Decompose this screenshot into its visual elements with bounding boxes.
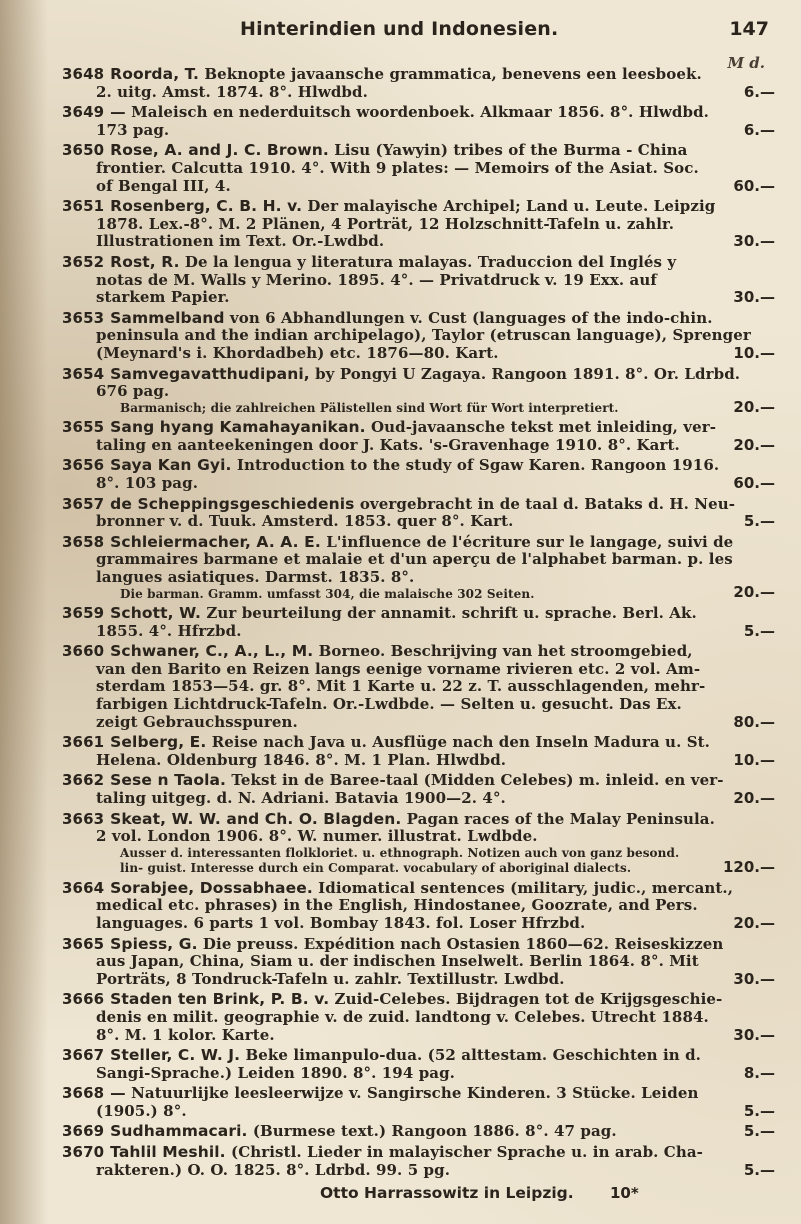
entry-price: 5.—: [743, 621, 775, 640]
entry-number: 3660: [62, 642, 105, 661]
entry-line: [62, 158, 699, 178]
catalog-entry: [62, 104, 781, 139]
entry-line: [62, 1123, 685, 1141]
entry-text: Beknopte javaansche grammatica, benevens een leesboek.: [204, 65, 702, 83]
entry-text: 1855. 4°. Hfrzbd.: [96, 621, 242, 640]
entry-text: (Christl. Lieder in malayischer Sprache u. in arab. Cha-: [231, 1143, 703, 1162]
entry-line: [62, 345, 685, 363]
catalog-entry: [62, 734, 781, 769]
entry-text: Illustrationen im Text. Or.-Lwdbd.: [96, 232, 385, 251]
entry-text: notas de M. Walls y Merino. 1895. 4°. — Privatdruck v. 19 Exx. auf: [96, 270, 657, 289]
entry-note: Die barman. Gramm. umfasst 304, die malaische 302 Seiten.: [120, 586, 535, 601]
entry-text: Borneo. Beschrijving van het stroomgebied,: [318, 642, 693, 661]
entry-line: [62, 790, 685, 808]
entry-line: [62, 364, 741, 384]
entry-price: 60.—: [733, 473, 775, 492]
entry-line: [62, 990, 723, 1009]
entry-price: 8.—: [743, 1063, 775, 1082]
entry-price: 20.—: [733, 397, 775, 416]
entry-line: [62, 1065, 685, 1083]
entry-price: 5.—: [743, 1122, 775, 1141]
entry-number: 3663: [62, 809, 105, 828]
entry-text: Porträts, 8 Tondruck-Tafeln u. zahlr. Textillustr. Lwdbd.: [96, 969, 565, 988]
entry-text: 676 pag.: [96, 382, 170, 401]
entry-line: [62, 623, 685, 641]
entry-text: 2. uitg. Amst. 1874. 8°. Hlwdbd.: [96, 82, 368, 101]
entry-text: (Meynard's i. Khordadbeh) etc. 1876—80. Kart.: [96, 343, 499, 362]
catalog-entry: [62, 643, 781, 731]
entry-text: van den Barito en Reizen langs eenige vorname rivieren etc. 2 vol. Am-: [96, 659, 701, 678]
entry-price: 10.—: [733, 750, 775, 769]
entry-author: Samvegavatthudipani,: [110, 364, 310, 383]
entry-number: 3652: [62, 252, 105, 271]
entry-author: Rosenberg, C. B. H. v.: [110, 197, 303, 216]
entry-price: 6.—: [743, 120, 775, 139]
entry-line: [62, 878, 734, 898]
entry-text: bronner v. d. Tuuk. Amsterd. 1853. quer 8°. Kart.: [96, 512, 514, 531]
entry-number: 3653: [62, 308, 105, 327]
page-footer: [0, 1184, 801, 1208]
entry-text: zeigt Gebrauchsspuren.: [96, 712, 298, 731]
entry-number: 3665: [62, 934, 105, 953]
entry-note: Ausser d. interessanten flolkloriet. u. ethnograph. Notizen auch von ganz besond. lin- guist. Interesse durch ein Comparat. vocabulary of aboriginal dialects.: [120, 845, 680, 876]
entry-text: languages. 6 parts 1 vol. Bombay 1843. fol. Loser Hfrzbd.: [96, 913, 586, 932]
entry-line: [62, 1007, 709, 1027]
catalog-entry: [62, 310, 781, 363]
entry-author: Sammelband: [110, 308, 225, 327]
catalog-entry: [62, 1123, 781, 1141]
entry-text: Idiomatical sentences (military, judic., mercant.,: [318, 878, 734, 897]
entry-text: Helena. Oldenburg 1846. 8°. M. 1 Plan. Hlwdbd.: [96, 750, 507, 769]
entry-text: Zur beurteilung der annamit. schrift u. sprache. Berl. Ak.: [206, 604, 697, 623]
entry-text: overgebracht in de taal d. Bataks d. H. Neu-: [359, 494, 736, 513]
entry-text: Der malayische Archipel; Land u. Leute. Leipzig: [307, 197, 716, 216]
entry-text: Maleisch en nederduitsch woordenboek. Alkmaar 1856. 8°. Hlwdbd.: [131, 103, 709, 122]
entry-number: 3664: [62, 878, 105, 897]
catalog-entry: [62, 366, 781, 417]
catalog-entry: [62, 142, 781, 195]
entry-author: Schleiermacher, A. A. E.: [110, 532, 321, 551]
entry-text: Introduction to the study of Sgaw Karen. Rangoon 1916.: [236, 456, 720, 475]
entry-author: Rost, R.: [110, 252, 180, 271]
entry-price: 20.—: [733, 583, 775, 602]
entry-line: [62, 1027, 685, 1045]
handwritten-note: M d.: [727, 54, 765, 72]
entry-line: [62, 178, 685, 196]
entry-line: [62, 475, 685, 493]
entry-line: [62, 418, 717, 437]
catalog-entry: [62, 198, 781, 251]
entry-number: 3662: [62, 771, 105, 790]
entry-author: Skeat, W. W. and Ch. O. Blagden.: [110, 809, 402, 828]
page-binding-shadow: [0, 0, 48, 1224]
entry-line: [62, 326, 751, 345]
entry-text: grammaires barmane et malaie et d'un aperçu de l'alphabet barman. p. les: [96, 550, 733, 569]
entry-line: [62, 308, 713, 328]
entry-line: [62, 677, 706, 696]
entry-text: frontier. Calcutta 1910. 4°. With 9 plates: — Memoirs of the Asiat. Soc.: [96, 158, 699, 177]
entry-price: 30.—: [733, 288, 775, 307]
entry-line: [62, 1143, 703, 1162]
entry-text: sterdam 1853—54. gr. 8°. Mit 1 Karte u. 22 z. T. ausschlagenden, mehr-: [96, 677, 706, 696]
catalog-entry: [62, 419, 781, 454]
entry-text: De la lengua y literatura malayas. Traduccion del Inglés y: [184, 252, 677, 271]
entry-text: (Burmese text.) Rangoon 1886. 8°. 47 pag.: [252, 1122, 617, 1141]
entry-number: 3648: [62, 65, 105, 83]
entry-text: of Bengal III, 4.: [96, 176, 231, 195]
entry-line: [62, 532, 734, 552]
page-header: [0, 16, 801, 72]
catalog-entries: [62, 66, 781, 1182]
entry-author: Staden ten Brink, P. B. v.: [110, 990, 330, 1009]
entry-author: Sorabjee, Dossabhaee.: [110, 878, 313, 897]
entry-number: 3656: [62, 456, 105, 475]
entry-author: Sudhammacari.: [110, 1122, 248, 1141]
entry-number: 3658: [62, 532, 105, 551]
entry-number: 3657: [62, 494, 105, 513]
entry-author: —: [110, 1084, 126, 1103]
entry-author: de Scheppingsgeschiedenis: [110, 494, 355, 513]
entry-line: [62, 828, 685, 846]
entry-text: rakteren.) O. O. 1825. 8°. Ldrbd. 99. 5 pg.: [96, 1160, 451, 1179]
entry-number: 3667: [62, 1046, 105, 1065]
entry-number: 3649: [62, 103, 105, 122]
entry-line: [62, 714, 685, 732]
entry-line: [62, 696, 685, 714]
entry-line: [62, 659, 701, 679]
entry-line: [62, 604, 697, 623]
entry-text: L'influence de l'écriture sur le langage, suivi de: [326, 532, 734, 551]
entry-price: 6.—: [743, 82, 775, 101]
entry-line: [62, 122, 685, 140]
entry-author: —: [110, 103, 126, 122]
entry-text: by Pongyi U Zagaya. Rangoon 1891. 8°. Or. Ldrbd.: [315, 364, 741, 383]
entry-number: 3661: [62, 733, 105, 752]
entry-line: [62, 216, 685, 234]
catalog-entry: [62, 936, 781, 989]
entry-line: [62, 456, 720, 475]
entry-line: [62, 1046, 701, 1065]
entry-text: medical etc. phrases) in the English, Hindostanee, Goozrate, and Pers.: [96, 896, 698, 915]
entry-number: 3654: [62, 364, 105, 383]
entry-number: 3650: [62, 141, 105, 160]
entry-text: Reise nach Java u. Ausflüge nach den Inseln Madura u. St.: [211, 733, 710, 752]
entry-text: 2 vol. London 1906. 8°. W. numer. illustrat. Lwdbde.: [96, 827, 538, 846]
entry-price: 5.—: [743, 512, 775, 531]
entry-line: [62, 494, 736, 514]
entry-line: [62, 1084, 699, 1103]
catalog-entry: [62, 496, 781, 531]
entry-text: Natuurlijke leesleerwijze v. Sangirsche Kinderen. 3 Stücke. Leiden: [131, 1084, 699, 1103]
entry-price: 10.—: [733, 343, 775, 362]
entry-line: [62, 197, 716, 216]
entry-price: 30.—: [733, 969, 775, 988]
entry-line: [62, 896, 698, 915]
entry-author: Spiess, G.: [110, 934, 198, 953]
entry-author: Rose, A. and J. C. Brown.: [110, 141, 329, 160]
catalog-entry: [62, 66, 781, 101]
entry-line: [62, 569, 685, 587]
entry-price: 20.—: [733, 435, 775, 454]
entry-line: [62, 752, 685, 770]
entry-author: Selberg, E.: [110, 733, 207, 752]
entry-price: 30.—: [733, 1025, 775, 1044]
running-title: Hinterindien und Indonesien.: [240, 18, 559, 40]
entry-price: 80.—: [733, 712, 775, 731]
entry-text: Oud-javaansche tekst met inleiding, ver-: [370, 418, 717, 437]
entry-line: [62, 809, 715, 829]
entry-line: [62, 915, 685, 933]
entry-text: 1878. Lex.-8°. M. 2 Plänen, 4 Porträt, 12 Holzschnitt-Tafeln u. zahlr.: [96, 214, 675, 233]
entry-line: [62, 550, 733, 569]
entry-line: [62, 971, 685, 989]
entry-line: [62, 383, 685, 401]
page-number: 147: [729, 18, 769, 40]
entry-line: [62, 1103, 685, 1121]
entry-text: aus Japan, China, Siam u. der indischen Inselwelt. Berlin 1864. 8°. Mit: [96, 952, 699, 971]
catalog-entry: [62, 457, 781, 492]
entry-number: 3669: [62, 1122, 105, 1141]
entry-number: 3668: [62, 1084, 105, 1103]
entry-price: 20.—: [733, 788, 775, 807]
entry-text: Pagan races of the Malay Peninsula.: [406, 809, 715, 828]
entry-line: [62, 1162, 685, 1180]
entry-text: Lisu (Yawyin) tribes of the Burma - China: [334, 141, 688, 160]
entry-line: [62, 65, 702, 84]
entry-text: Beke limanpulo-dua. (52 alttestam. Geschichten in d.: [245, 1046, 701, 1065]
entry-price: 30.—: [733, 232, 775, 251]
entry-text: Die preuss. Expédition nach Ostasien 1860—62. Reiseskizzen: [202, 934, 724, 953]
entry-line: [62, 272, 685, 290]
entry-line: [62, 254, 685, 272]
entry-line: [62, 289, 685, 307]
entry-text: starkem Papier.: [96, 288, 230, 307]
entry-author: Roorda, T.: [110, 65, 199, 83]
entry-text: taling uitgeg. d. N. Adriani. Batavia 1900—2. 4°.: [96, 788, 506, 807]
entry-line: [62, 934, 724, 954]
entry-author: Steller, C. W. J.: [110, 1046, 241, 1065]
publisher-imprint: Otto Harrassowitz in Leipzig.: [320, 1184, 574, 1202]
entry-author: Saya Kan Gyi.: [110, 456, 232, 475]
entry-number: 3670: [62, 1143, 105, 1162]
entry-text: Tekst in de Baree-taal (Midden Celebes) m. inleid. en ver-: [231, 771, 724, 790]
entry-text: Zuid-Celebes. Bijdragen tot de Krijgsgeschie-: [334, 990, 723, 1009]
entry-line: [62, 84, 685, 102]
catalog-entry: [62, 991, 781, 1044]
entry-line: [62, 437, 685, 455]
entry-price: 120.—: [722, 858, 775, 877]
entry-line: [62, 733, 710, 752]
entry-price: 5.—: [743, 1101, 775, 1120]
entry-number: 3659: [62, 604, 105, 623]
entry-number: 3655: [62, 418, 105, 437]
entry-price: 5.—: [743, 1160, 775, 1179]
catalog-entry: [62, 880, 781, 933]
entry-text: taling en aanteekeningen door J. Kats. 's-Gravenhage 1910. 8°. Kart.: [96, 435, 680, 454]
entry-line: [62, 642, 693, 661]
entry-text: 8°. 103 pag.: [96, 473, 199, 492]
printer-signature: 10*: [610, 1184, 639, 1202]
catalog-entry: [62, 1085, 781, 1120]
entry-text: 173 pag.: [96, 120, 170, 139]
entry-note: Barmanisch; die zahlreichen Pälistellen sind Wort für Wort interpretiert.: [120, 400, 619, 415]
entry-author: Schwaner, C., A., L., M.: [110, 642, 314, 661]
entry-author: Schott, W.: [110, 604, 202, 623]
entry-text: (1905.) 8°.: [96, 1101, 187, 1120]
entry-price: 60.—: [733, 176, 775, 195]
entry-price: 20.—: [733, 913, 775, 932]
entry-text: Sangi-Sprache.) Leiden 1890. 8°. 194 pag.: [96, 1063, 456, 1082]
entry-author: Sang hyang Kamahayanikan.: [110, 418, 366, 437]
entry-text: peninsula and the indian archipelago), Taylor (etruscan language), Sprenger: [96, 326, 751, 345]
catalog-entry: [62, 605, 781, 640]
entry-line: [62, 141, 688, 160]
entry-text: denis en milit. geographie v. de zuid. landtong v. Celebes. Utrecht 1884.: [96, 1007, 709, 1026]
catalog-entry: [62, 254, 781, 307]
entry-line: [62, 771, 724, 790]
catalog-entry: [62, 811, 781, 877]
catalog-entry: [62, 772, 781, 807]
entry-text: langues asiatiques. Darmst. 1835. 8°.: [96, 567, 415, 586]
catalog-entry: [62, 1047, 781, 1082]
entry-line: [62, 952, 699, 971]
entry-line: [62, 513, 685, 531]
entry-text: 8°. M. 1 kolor. Karte.: [96, 1025, 275, 1044]
entry-author: Tahlil Meshil.: [110, 1143, 226, 1162]
entry-text: farbigen Lichtdruck-Tafeln. Or.-Lwdbde. — Selten u. gesucht. Das Ex.: [96, 695, 682, 713]
catalog-entry: [62, 1144, 781, 1179]
entry-number: 3666: [62, 990, 105, 1009]
entry-author: Sese n Taola.: [110, 771, 227, 790]
entry-line: [62, 233, 685, 251]
entry-text: von 6 Abhandlungen v. Cust (languages of the indo-chin.: [229, 308, 713, 327]
entry-line: [62, 103, 709, 122]
entry-number: 3651: [62, 197, 105, 216]
catalog-entry: [62, 534, 781, 602]
